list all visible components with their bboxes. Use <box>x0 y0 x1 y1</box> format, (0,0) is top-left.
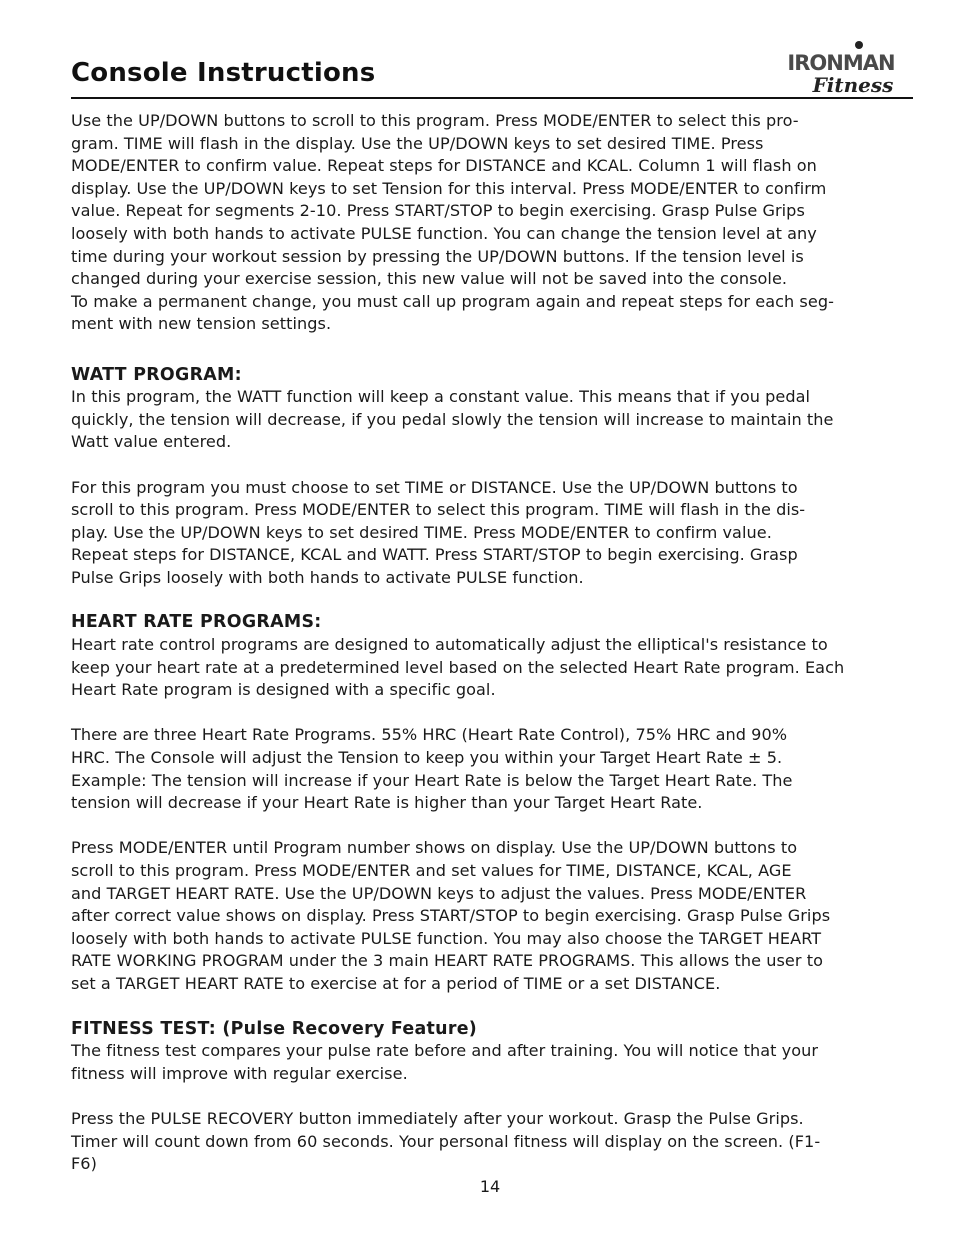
page-content <box>71 110 913 1176</box>
heart-rate-paragraph-2: There are three Heart Rate Programs. 55% HRC (Heart Rate Control), 75% HRC and 90% HRC. The Console will adjust the Tension to keep you within your Target Heart Rate ± 5. Example: The tension will increase if your Heart Rate is below the Target Heart Rate. The tension will decrease if your Heart Rate is higher than your Target Heart Rate. <box>71 725 793 813</box>
ironman-fitness-logo <box>771 40 911 96</box>
fitness-test-paragraph-1: The fitness test compares your pulse rate before and after training. You will notice that your fitness will improve with regular exercise. <box>71 1041 819 1083</box>
heart-rate-programs-heading: HEART RATE PROGRAMS: <box>71 612 322 633</box>
watt-program-heading: WATT PROGRAM: <box>71 364 242 385</box>
heart-rate-programs-section <box>71 611 913 995</box>
fitness-test-section <box>71 1018 913 1176</box>
watt-program-paragraph-1: In this program, the WATT function will keep a constant value. This means that if you pedal quickly, the tension will decrease, if you pedal slowly the tension will increase to maintain the Watt value entered. <box>71 387 834 452</box>
logo-subtext: Fitness <box>812 73 894 96</box>
intro-section <box>71 110 913 336</box>
page-number: 14 <box>479 1177 501 1196</box>
page-title: Console Instructions <box>71 58 376 88</box>
intro-paragraph: Use the UP/DOWN buttons to scroll to this program. Press MODE/ENTER to select this pro- gram. TIME will flash in the display. Use the UP/DOWN keys to set desired TIME. Press MODE/ENTER to confirm value. Repeat steps for DISTANCE and KCAL. Column 1 will flash on display. Use the UP/DOWN keys to set Tension for this interval. Press MODE/ENTER to confirm value. Repeat for segments 2-10. Press START/STOP to begin exercising. Grasp Pulse Grips loosely with both hands to activate PULSE function. You can change the tension level at any time during your workout session by pressing the UP/DOWN buttons. If the tension level is changed during your exercise session, this new value will not be saved into the console. To make a permanent change, you must call up program again and repeat steps for each seg- ment with new tension settings. <box>71 111 834 334</box>
heart-rate-paragraph-1: Heart rate control programs are designed to automatically adjust the elliptical's resistance to keep your heart rate at a predetermined level based on the selected Heart Rate program. Each Heart Rate program is designed with a specific goal. <box>71 635 845 700</box>
heart-rate-paragraph-3: Press MODE/ENTER until Program number shows on display. Use the UP/DOWN buttons to scroll to this program. Press MODE/ENTER and set values for TIME, DISTANCE, KCAL, AGE and TARGET HEART RATE. Use the UP/DOWN keys to adjust the values. Press MODE/ENTER after correct value shows on display. Press START/STOP to begin exercising. Grasp Pulse Grips loosely with both hands to activate PULSE function. You may also choose the TARGET HEART RATE WORKING PROGRAM under the 3 main HEART RATE PROGRAMS. This allows the user to set a TARGET HEART RATE to exercise at for a period of TIME or a set DISTANCE. <box>71 838 831 993</box>
header-rule <box>71 97 913 99</box>
page-header <box>71 40 913 100</box>
logo-text: IRONMAN <box>787 51 895 75</box>
fitness-test-heading: FITNESS TEST: (Pulse Recovery Feature) <box>71 1018 478 1039</box>
fitness-test-paragraph-2: Press the PULSE RECOVERY button immediately after your workout. Grasp the Pulse Grips. Timer will count down from 60 seconds. Your personal fitness will display on the screen. (F1- F6) <box>71 1108 821 1174</box>
watt-program-paragraph-2: For this program you must choose to set TIME or DISTANCE. Use the UP/DOWN buttons to scroll to this program. Press MODE/ENTER to select this program. TIME will flash in the dis- play. Use the UP/DOWN keys to set desired TIME. Press MODE/ENTER to confirm value. Repeat steps for DISTANCE, KCAL and WATT. Press START/STOP to begin exercising. Grasp Pulse Grips loosely with both hands to activate PULSE function. <box>71 477 806 587</box>
watt-program-section <box>71 364 913 590</box>
